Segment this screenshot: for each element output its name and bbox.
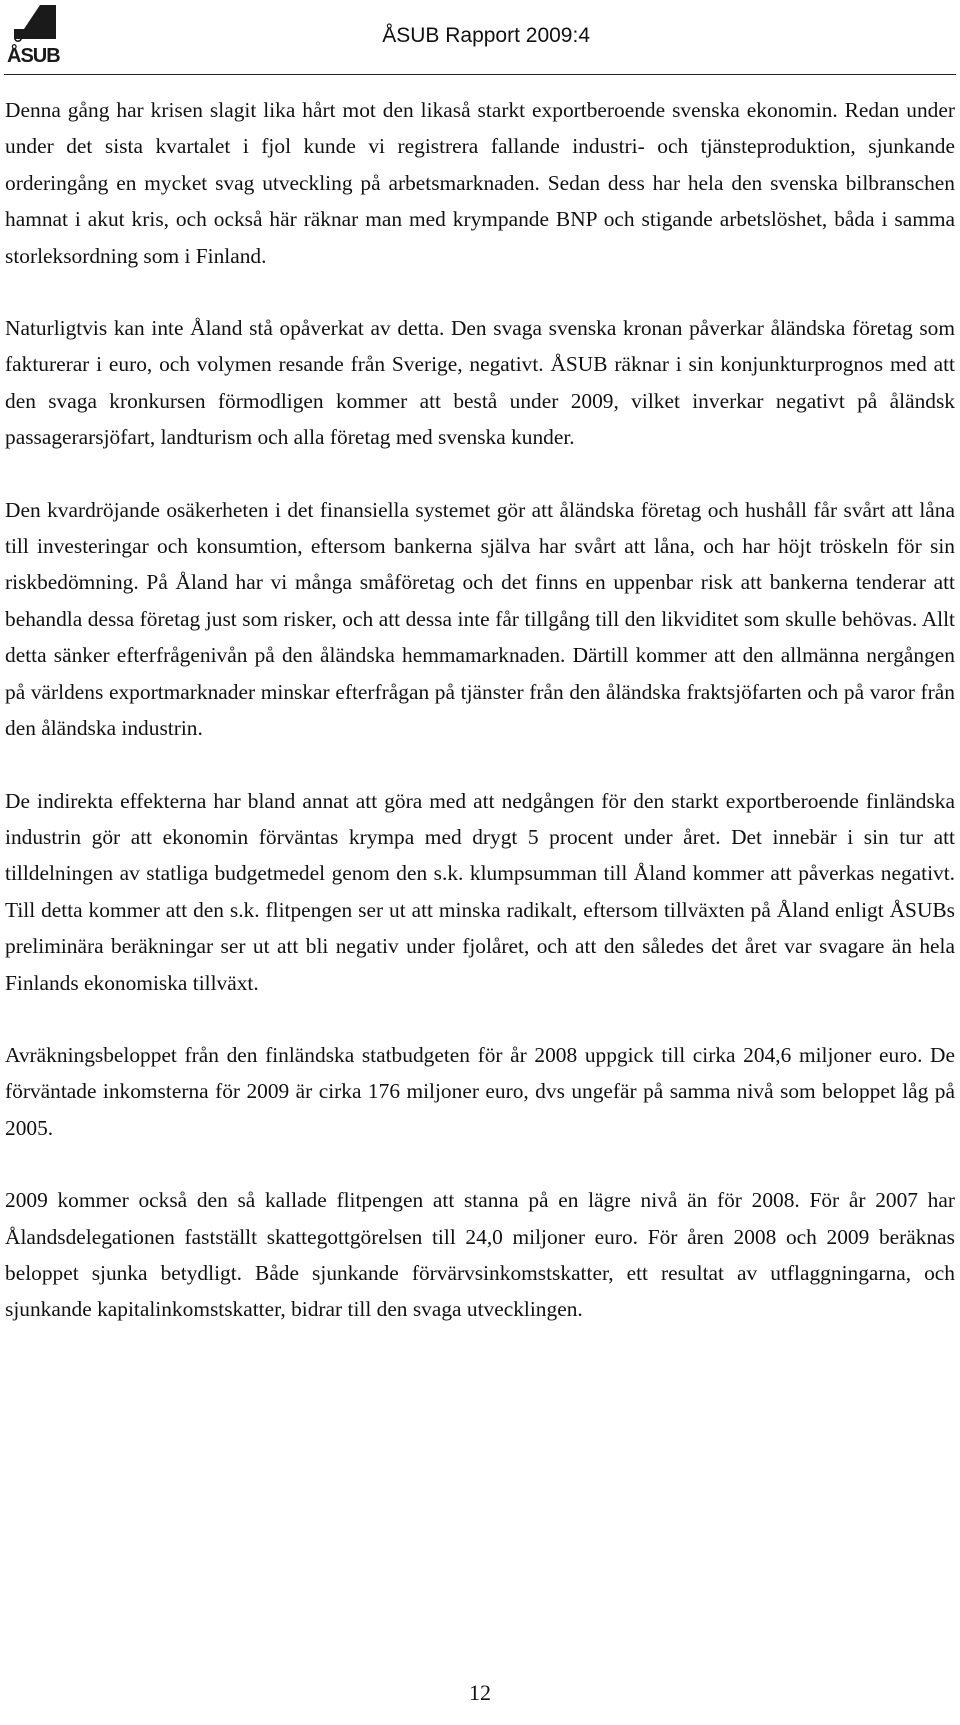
svg-text:ÅSUB: ÅSUB	[7, 45, 60, 67]
page-header	[4, 2, 956, 75]
document-body	[5, 92, 955, 1364]
page-number: 12	[469, 1680, 491, 1705]
asub-logo	[6, 5, 62, 67]
body-paragraph: De indirekta effekterna har bland annat att göra med att nedgången för den starkt exportberoende finländska industrin gör att ekonomin förväntas krympa med drygt 5 procent under året. Det innebär i sin tur att tilldelningen av statliga budgetmedel genom den s.k. klumpsumman till Åland kommer att påverkas negativt. Till detta kommer att den s.k. flitpengen ser ut att minska radikalt, eftersom tillväxten på Åland enligt ÅSUBs preliminära beräkningar ser ut att bli negativ under fjolåret, och att den således det året var svagare än hela Finlands ekonomiska tillväxt.	[5, 788, 955, 995]
report-title: ÅSUB Rapport 2009:4	[382, 24, 590, 47]
body-paragraph: Avräkningsbeloppet från den finländska statbudgeten för år 2008 uppgick till cirka 204,6 miljoner euro. De förväntade inkomsterna för 2009 är cirka 176 miljoner euro, dvs ungefär på samma nivå som beloppet låg på 2005.	[5, 1042, 955, 1140]
body-paragraph: 2009 kommer också den så kallade flitpengen att stanna på en lägre nivå än för 2008. För år 2007 har Ålandsdelegationen fastställt skattegottgörelsen till 24,0 miljoner euro. För åren 2008 och 2009 beräknas beloppet sjunka betydligt. Både sjunkande förvärvsinkomstskatter, ett resultat av utflaggningarna, och sjunkande kapitalinkomstskatter, bidrar till den svaga utvecklingen.	[5, 1188, 955, 1322]
body-paragraph: Naturligtvis kan inte Åland stå opåverkat av detta. Den svaga svenska kronan påverkar åländska företag som fakturerar i euro, och volymen resande från Sverige, negativt. ÅSUB räknar i sin konjunkturprognos med att den svaga kronkursen förmodligen kommer att bestå under 2009, vilket inverkar negativt på åländsk passagerarsjöfart, landturism och alla företag med svenska kunder.	[5, 316, 955, 450]
body-paragraph: Den kvardröjande osäkerheten i det finansiella systemet gör att åländska företag och hushåll får svårt att låna till investeringar och konsumtion, eftersom bankerna själva har svårt att låna, och har höjt tröskeln för sin riskbedömning. På Åland har vi många småföretag och det finns en uppenbar risk att bankerna tenderar att behandla dessa företag just som risker, och att dessa inte får tillgång till den likviditet som skulle behövas. Allt detta sänker efterfrågenivån på den åländska hemmamarknaden. Därtill kommer att den allmänna nergången på världens exportmarknader minskar efterfrågan på tjänster från den åländska fraktsjöfarten och på varor från den åländska industrin.	[5, 497, 955, 741]
asub-logo-mark	[6, 5, 62, 67]
body-paragraph: Denna gång har krisen slagit lika hårt mot den likaså starkt exportberoende svenska ekonomin. Redan under under det sista kvartalet i fjol kunde vi registrera fallande industri- och tjänsteproduktion, sjunkande orderingång en mycket svag utveckling på arbetsmarknaden. Sedan dess har hela den svenska bilbranschen hamnat i akut kris, och också här räknar man med krympande BNP och stigande arbetslöshet, båda i samma storleksordning som i Finland.	[5, 98, 955, 268]
